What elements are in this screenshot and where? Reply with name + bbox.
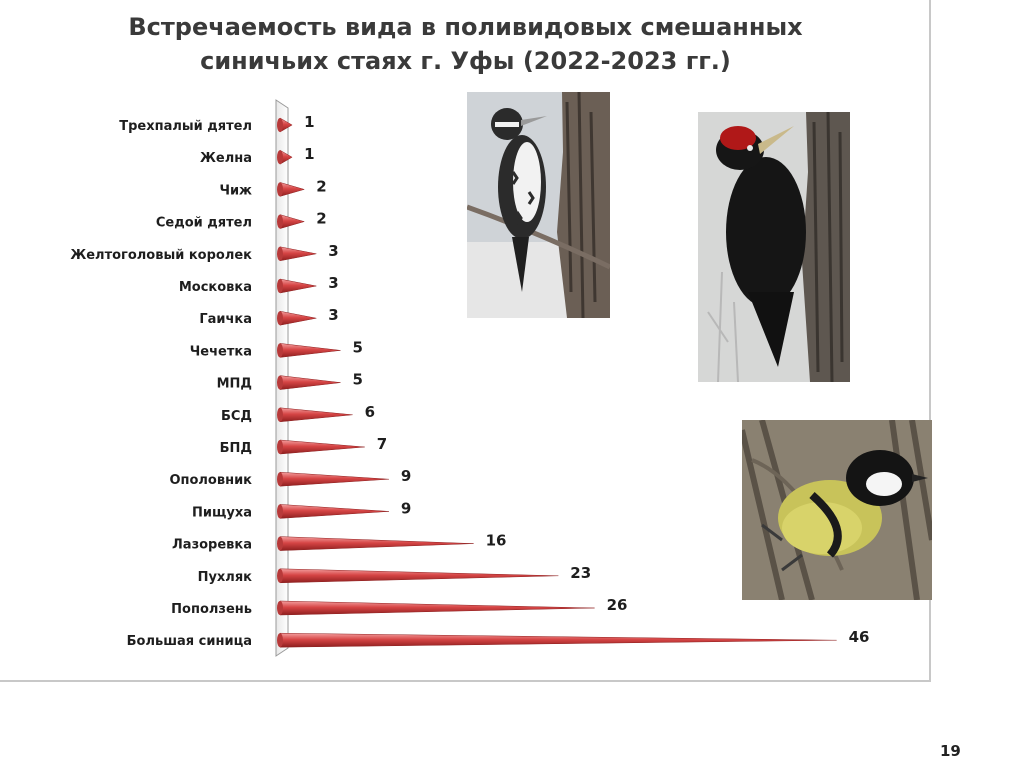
black-woodpecker-photo [698, 112, 850, 382]
bar-item-8 [280, 343, 341, 357]
bar-base-item-7 [277, 311, 283, 325]
page-number: 19 [940, 742, 961, 760]
value-label-item-12: 9 [400, 467, 412, 486]
value-label-item-17: 46 [848, 628, 870, 647]
bar-item-13 [280, 504, 389, 518]
bar-base-item-15 [277, 569, 283, 583]
value-label-item-6: 3 [328, 274, 339, 292]
category-label-item-13: Пищуха [192, 505, 252, 521]
bar-base-item-12 [277, 472, 283, 486]
bar-base-item-5 [277, 247, 283, 261]
bar-base-item-14 [277, 537, 283, 551]
value-label-item-4: 2 [316, 209, 327, 228]
bar-item-4 [280, 215, 304, 229]
category-label-item-12: Ополовник [169, 473, 252, 489]
bar-item-12 [280, 472, 389, 486]
bar-item-6 [280, 279, 316, 293]
value-label-item-2: 1 [304, 145, 315, 164]
bar-item-17 [280, 633, 837, 647]
bar-item-10 [280, 408, 353, 422]
bar-item-16 [280, 601, 595, 615]
category-label-item-10: БСД [220, 408, 252, 424]
value-label-item-14: 16 [485, 531, 507, 550]
bar-item-7 [280, 311, 316, 325]
value-label-item-1: 1 [304, 113, 315, 131]
category-label-item-9: МПД [216, 376, 252, 392]
category-label-item-3: Чиж [219, 183, 252, 199]
bar-item-3 [280, 182, 304, 196]
category-label-item-14: Лазоревка [172, 537, 252, 553]
three-toed-woodpecker-illustration [467, 92, 610, 318]
bar-base-item-2 [277, 150, 283, 164]
category-labels [70, 119, 252, 649]
value-label-item-10: 6 [364, 402, 376, 421]
value-label-item-16: 26 [606, 596, 628, 614]
bar-base-item-11 [277, 440, 283, 454]
category-label-item-7: Гаичка [199, 312, 252, 328]
value-label-item-7: 3 [328, 306, 339, 325]
black-woodpecker-illustration [698, 112, 850, 382]
bar-base-item-1 [277, 118, 283, 132]
chart-title-line-1: Встречаемость вида в поливидовых смешанных [128, 13, 803, 41]
bar-item-15 [280, 569, 558, 583]
value-label-item-15: 23 [570, 563, 592, 582]
bar-base-item-17 [277, 633, 283, 647]
bar-base-item-6 [277, 279, 283, 293]
value-label-item-8: 5 [352, 338, 363, 357]
great-tit-photo [742, 420, 932, 600]
chart-title-line-2: синичьих стаях г. Уфы (2022-2023 гг.) [200, 47, 731, 75]
category-label-item-16: Поползень [171, 602, 252, 617]
category-label-item-11: БПД [219, 441, 252, 456]
category-label-item-5: Желтоголовый королек [70, 247, 252, 263]
category-label-item-4: Седой дятел [155, 215, 252, 231]
bar-base-item-9 [277, 376, 283, 390]
bar-base-item-13 [277, 504, 283, 518]
three-toed-woodpecker-photo [467, 92, 610, 318]
bar-item-5 [280, 247, 316, 261]
value-label-item-3: 2 [316, 177, 327, 196]
value-label-item-13: 9 [400, 499, 412, 518]
category-label-item-8: Чечетка [189, 344, 252, 360]
bar-base-item-16 [277, 601, 283, 615]
category-label-item-15: Пухляк [197, 569, 252, 585]
bar-item-11 [280, 440, 365, 454]
value-label-item-5: 3 [328, 241, 339, 260]
value-label-item-9: 5 [352, 370, 363, 389]
bar-base-item-3 [277, 182, 283, 196]
bar-item-9 [280, 376, 341, 390]
category-label-item-2: Желна [199, 151, 252, 167]
category-label-item-17: Большая синица [126, 634, 252, 650]
bar-item-14 [280, 537, 474, 551]
category-label-item-1: Трехпалый дятел [119, 119, 252, 134]
bar-base-item-4 [277, 215, 283, 229]
category-label-item-6: Московка [178, 280, 252, 295]
value-label-item-11: 7 [376, 435, 388, 453]
bar-base-item-10 [277, 408, 283, 422]
bar-base-item-8 [277, 343, 283, 357]
great-tit-illustration [742, 420, 932, 600]
